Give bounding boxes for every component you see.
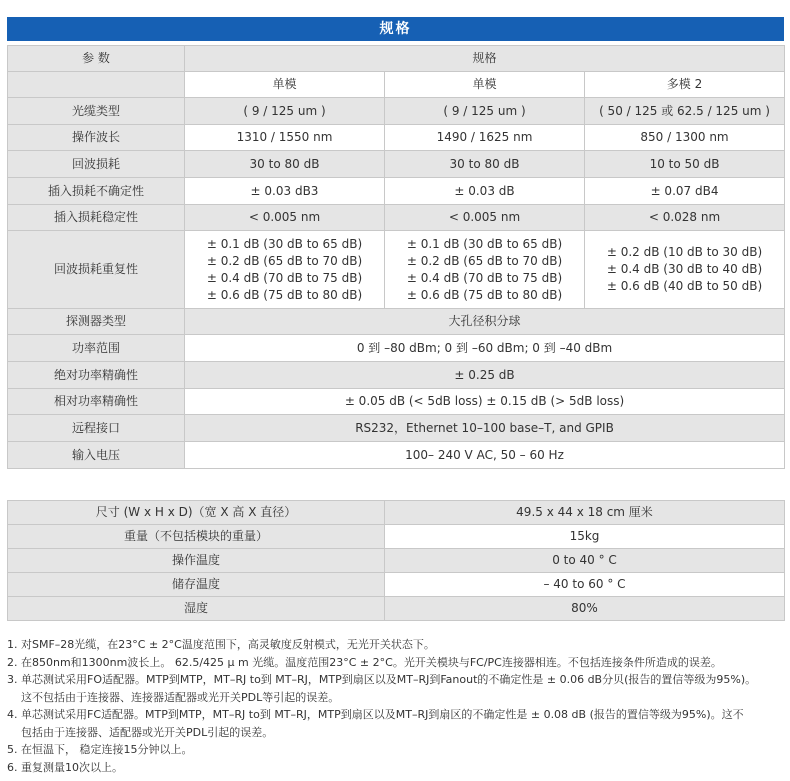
row-label: 回波损耗重复性 (8, 231, 185, 309)
table-row (8, 125, 785, 151)
table-row (8, 205, 785, 231)
footnote: 4. 单芯测试采用FC适配器。MTP到MTP，MT–RJ to到 MT–RJ，MTP到扇区以及MT–RJ到扇区的不确定性是 ± 0.08 dB (报告的置信等级为95%)。这不 (7, 708, 744, 721)
table-row (8, 442, 785, 469)
table-row (8, 501, 785, 525)
footnote: 1. 对SMF–28光缆，在23°C ± 2°C温度范围下，高灵敏度反射模式，无光开关状态下。 (7, 638, 435, 651)
cell-multiline (185, 231, 385, 309)
footnote-continuation: 包括由于连接器、适配器或光开关PDL引起的误差。 (21, 725, 274, 739)
spec-table (7, 45, 785, 469)
cell: ± 0.25 dB (185, 362, 785, 389)
cell: 30 to 80 dB (185, 151, 385, 178)
cell: ± 0.05 dB (< 5dB loss) ± 0.15 dB (> 5dB loss) (185, 389, 785, 415)
cell: < 0.005 nm (385, 205, 585, 231)
table-row (8, 178, 785, 205)
cell: 0 到 –80 dBm; 0 到 –60 dBm; 0 到 –40 dBm (185, 335, 785, 362)
footnote: 5. 在恒温下， 稳定连接15分钟以上。 (7, 743, 193, 756)
table-row (8, 98, 785, 125)
cell: – 40 to 60 ° C (385, 573, 785, 597)
physical-spec-table (7, 500, 785, 621)
cell: 30 to 80 dB (385, 151, 585, 178)
cell-line: ± 0.1 dB (30 dB to 65 dB) (406, 236, 563, 251)
row-label: 输入电压 (8, 442, 185, 469)
row-label: 回波损耗 (8, 151, 185, 178)
row-label: 储存温度 (8, 573, 385, 597)
cell-line: ± 0.2 dB (10 dB to 30 dB) (606, 245, 763, 259)
table-row (8, 597, 785, 621)
table-row-repeatability (8, 231, 785, 309)
cell-line: ± 0.6 dB (40 dB to 50 dB) (606, 279, 763, 293)
cell: 80% (385, 597, 785, 621)
cell-multiline (585, 231, 785, 309)
empty-cell (8, 72, 185, 98)
footnote: 3. 单芯测试采用FO适配器。MTP到MTP，MT–RJ to到 MT–RJ，MTP到扇区以及MT–RJ到Fanout的不确定性是 ± 0.06 dB分贝(报告的置信等级为95%)。 (7, 673, 757, 686)
cell: < 0.028 nm (585, 205, 785, 231)
table-row (8, 335, 785, 362)
cell-line: ± 0.6 dB (75 dB to 80 dB) (406, 287, 563, 302)
col-header-singlemode-1: 单模 (185, 72, 385, 98)
cell-line: ± 0.4 dB (30 dB to 40 dB) (606, 262, 763, 276)
row-label: 重量（不包括模块的重量） (8, 525, 385, 549)
cell: 1490 / 1625 nm (385, 125, 585, 151)
row-label: 操作波长 (8, 125, 185, 151)
table-row (8, 525, 785, 549)
cell-multiline (385, 231, 585, 309)
cell: 850 / 1300 nm (585, 125, 785, 151)
cell-line: ± 0.2 dB (65 dB to 70 dB) (406, 253, 563, 268)
mode-header-row (8, 72, 785, 98)
row-label: 相对功率精确性 (8, 389, 185, 415)
table-row (8, 549, 785, 573)
row-label: 功率范围 (8, 335, 185, 362)
col-header-multimode: 多模 2 (585, 72, 785, 98)
cell: 大孔径积分球 (185, 309, 785, 335)
footnote: 2. 在850nm和1300nm波长上。 62.5/425 μ m 光缆。温度范围23°C ± 2°C。光开关模块与FC/PC连接器相连。不包括连接条件所造成的误差。 (7, 655, 722, 669)
cell: 49.5 x 44 x 18 cm 厘米 (385, 501, 785, 525)
cell-line: ± 0.4 dB (70 dB to 75 dB) (406, 270, 563, 285)
cell: ± 0.03 dB (385, 178, 585, 205)
section-title: 规格 (7, 17, 784, 41)
row-label: 远程接口 (8, 415, 185, 442)
row-label: 尺寸 (W x H x D)（宽 X 高 X 直径） (8, 501, 385, 525)
row-label: 探测器类型 (8, 309, 185, 335)
cell: 15kg (385, 525, 785, 549)
cell-line: ± 0.4 dB (70 dB to 75 dB) (206, 270, 363, 285)
cell: ( 9 / 125 um ) (385, 98, 585, 125)
cell: 100– 240 V AC, 50 – 60 Hz (185, 442, 785, 469)
col-header-singlemode-2: 单模 (385, 72, 585, 98)
cell-line: ± 0.6 dB (75 dB to 80 dB) (206, 287, 363, 302)
cell: ( 50 / 125 或 62.5 / 125 um ) (585, 98, 785, 125)
cell: RS232，Ethernet 10–100 base–T, and GPIB (185, 415, 785, 442)
cell-line: ± 0.2 dB (65 dB to 70 dB) (206, 253, 363, 268)
footnote-continuation: 这不包括由于连接器、连接器适配器或光开关PDL等引起的误差。 (21, 690, 340, 704)
row-label: 操作温度 (8, 549, 385, 573)
row-label: 绝对功率精确性 (8, 362, 185, 389)
table-row (8, 309, 785, 335)
table-header-row (8, 46, 785, 72)
footnotes (7, 636, 787, 776)
cell: 1310 / 1550 nm (185, 125, 385, 151)
cell: 10 to 50 dB (585, 151, 785, 178)
row-label: 光缆类型 (8, 98, 185, 125)
cell: 0 to 40 ° C (385, 549, 785, 573)
row-label: 插入损耗稳定性 (8, 205, 185, 231)
table-row (8, 415, 785, 442)
table-row (8, 151, 785, 178)
spec-header: 规格 (185, 46, 785, 72)
cell-line: ± 0.1 dB (30 dB to 65 dB) (206, 236, 363, 251)
row-label: 湿度 (8, 597, 385, 621)
footnote: 6. 重复测量10次以上。 (7, 760, 123, 774)
cell: ± 0.03 dB3 (185, 178, 385, 205)
cell: ± 0.07 dB4 (585, 178, 785, 205)
cell: ( 9 / 125 um ) (185, 98, 385, 125)
param-header: 参 数 (8, 46, 185, 72)
row-label: 插入损耗不确定性 (8, 178, 185, 205)
table-row (8, 573, 785, 597)
table-row (8, 362, 785, 389)
table-row (8, 389, 785, 415)
cell: < 0.005 nm (185, 205, 385, 231)
